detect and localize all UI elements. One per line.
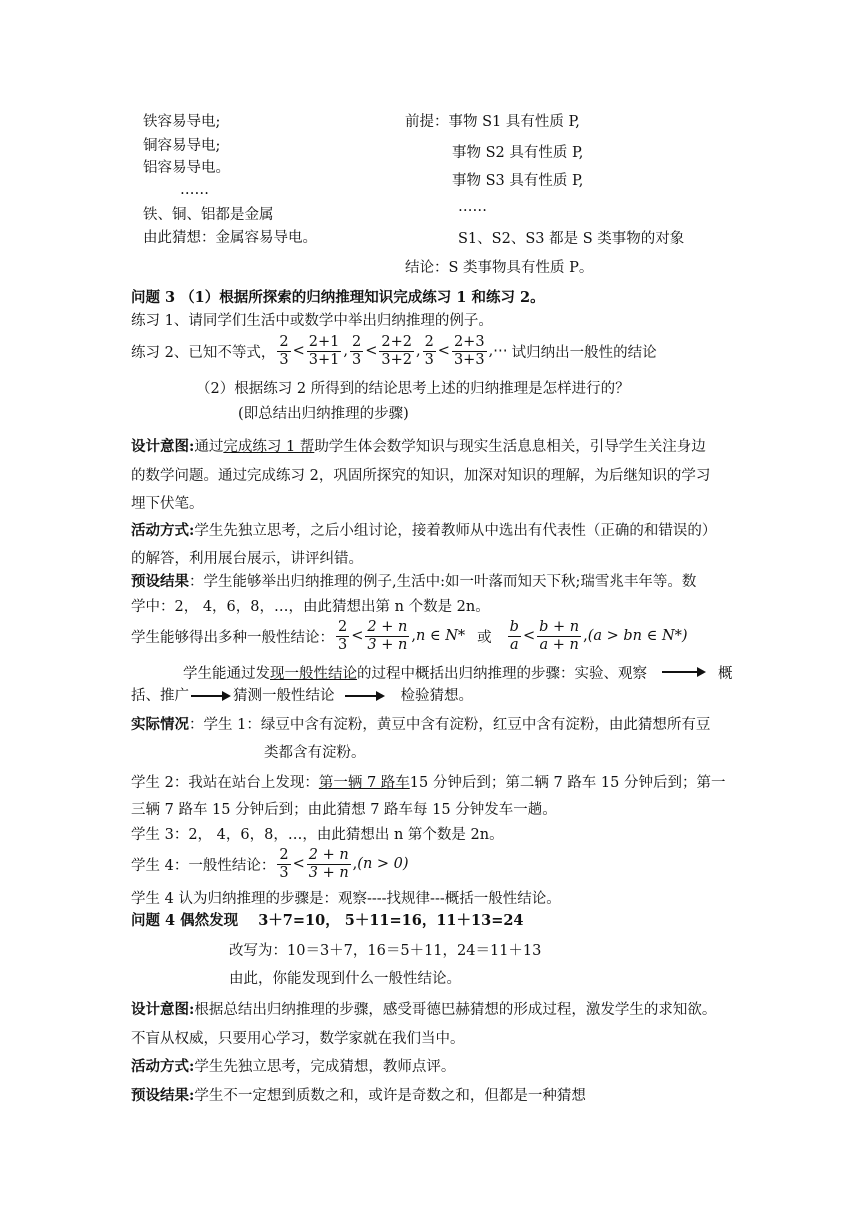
preset-1-line-2: 学中：2， 4，6，8，…，由此猜想出第 n 个数是 2n。 [131, 599, 490, 615]
right-ellipsis: …… [458, 199, 487, 215]
question-3-part-2-note: (即总结出归纳推理的步骤) [238, 406, 409, 422]
condition-n-gt-0: (n > 0) [357, 856, 409, 872]
less-than-sign: < [351, 628, 364, 644]
design-intent-1-line-2: 的数学问题。通过完成练习 2，巩固所探究的知识，加深对知识的理解，为后继知识的学习 [131, 468, 711, 484]
student-2-underlined: 第一辆 7 路车 [318, 775, 410, 791]
actual-line-1 [131, 715, 710, 735]
question-4-prompt: 由此，你能发现到什么一般性结论。 [229, 971, 461, 987]
right-conclusion: 结论：S 类事物具有性质 P。 [405, 260, 594, 276]
left-ellipsis: …… [180, 182, 209, 198]
fraction-2-3: 2 3 [351, 333, 362, 368]
activity-text: 学生先独立思考，完成猜想，教师点评。 [194, 1059, 456, 1075]
design-intent-label: 设计意图: [131, 438, 195, 455]
question-4-title: 问题 4 偶然发现 [131, 912, 239, 929]
student-3: 学生 3：2， 4，6，8，…，由此猜想出 n 第个数是 2n。 [131, 827, 504, 843]
fraction-2n-3n: 2 + n 3 + n [308, 846, 349, 881]
less-than-sign: < [292, 343, 305, 359]
comma: , [488, 343, 494, 359]
design-intent-1-line-1 [131, 437, 706, 457]
comma: , [343, 343, 348, 359]
design-intent-text: 通过 [194, 439, 224, 455]
comma: , [415, 343, 421, 359]
left-premise-3: 铝容易导电。 [143, 160, 230, 176]
exercise-2-line [131, 331, 657, 371]
right-arrow-icon [662, 667, 706, 677]
less-than-sign: < [522, 628, 536, 644]
activity-2-line-1 [131, 1057, 455, 1077]
condition-a-gt-bn: (a > bn ∈ N*) [587, 628, 688, 644]
preset-1-line-1 [131, 572, 696, 592]
student-4-line [131, 844, 409, 884]
student-2-text: 学生 2：我站在站台上发现： [131, 775, 319, 791]
exercise-2-suffix: 试归纳出一般性的结论 [511, 344, 657, 361]
design-intent-1-line-3: 埋下伏笔。 [131, 496, 204, 512]
fraction-2n-3n: 2 + n 3 + n [367, 618, 408, 653]
general-conclusions-prefix: 学生能够得出多种一般性结论： [131, 629, 334, 646]
student-2-line-1 [131, 773, 725, 793]
preset-2-line-1 [131, 1086, 586, 1106]
steps-underlined: 现一般性结论 [270, 666, 357, 682]
right-premise-1: 前提：事物 S1 具有性质 P, [405, 114, 580, 130]
less-than-sign: < [437, 343, 450, 359]
left-premise-2: 铜容易导电; [143, 138, 221, 154]
actual-text: ：学生 1：绿豆中含有淀粉，黄豆中含有淀粉，红豆中含有淀粉，由此猜想所有豆 [189, 717, 711, 733]
fraction-ineq-1: 2+1 3+1 [308, 333, 340, 368]
left-premise-5: 铁、铜、铝都是金属 [143, 207, 274, 223]
steps-line-1 [183, 664, 647, 684]
right-arrow-icon [191, 691, 231, 701]
ellipsis: ⋯ [493, 343, 508, 359]
question-3-part-2: （2）根据练习 2 所得到的结论思考上述的归纳推理是怎样进行的？ [196, 381, 630, 397]
steps-text: 的过程中概括出归纳推理的步骤：实验、观察 [357, 666, 647, 682]
exercise-1: 练习 1、请同学们生活中或数学中举出归纳推理的例子。 [131, 313, 493, 329]
left-conclusion: 由此猜想：金属容易导电。 [143, 230, 317, 246]
preset-label: 预设结果 [131, 573, 189, 590]
activity-label: 活动方式: [131, 1058, 195, 1075]
actual-line-2: 类都含有淀粉。 [264, 745, 366, 761]
preset-label: 预设结果: [131, 1087, 195, 1104]
steps-text: 检验猜想。 [400, 688, 473, 704]
fraction-b-a: b a [509, 618, 519, 653]
fraction-2-3: 2 3 [424, 333, 434, 368]
design-intent-text: 根据总结出归纳推理的步骤，感受哥德巴赫猜想的形成过程，激发学生的求知欲。 [194, 1002, 717, 1018]
left-premise-1: 铁容易导电; [143, 114, 221, 130]
preset-text: 学生不一定想到质数之和，或许是奇数之和，但都是一种猜想 [194, 1088, 586, 1104]
less-than-sign: < [292, 856, 305, 872]
design-intent-text: 助学生体会数学知识与现实生活息息相关，引导学生关注身边 [314, 439, 706, 455]
less-than-sign: < [365, 343, 378, 359]
question-4-line [131, 911, 524, 931]
exercise-2-prefix: 练习 2、已知不等式， [131, 344, 276, 361]
or-word: 或 [477, 629, 492, 646]
fraction-ineq-2: 2+2 3+2 [381, 333, 412, 368]
fraction-2-3: 2 3 [338, 618, 348, 653]
activity-label: 活动方式: [131, 522, 195, 539]
steps-text: 括、推广 [131, 688, 189, 704]
student-4-steps: 学生 4 认为归纳推理的步骤是：观察----找规律---概括一般性结论。 [131, 891, 561, 907]
design-intent-underlined: 完成练习 1 帮 [223, 439, 315, 455]
design-intent-2-line-1 [131, 1000, 716, 1020]
design-intent-2-line-2: 不盲从权威，只要用心学习，数学家就在我们当中。 [131, 1031, 465, 1047]
right-premise-2: 事物 S2 具有性质 P, [452, 145, 584, 161]
steps-text: 猜测一般性结论 [233, 688, 335, 704]
student-4-prefix: 学生 4：一般性结论： [131, 857, 276, 874]
fraction-2-3: 2 3 [279, 846, 289, 881]
activity-1-line-1 [131, 521, 716, 541]
fraction-bn-an: b + n a + n [539, 618, 580, 653]
fraction-2-3: 2 3 [279, 333, 289, 368]
comma: , [352, 856, 358, 872]
right-premise-5: S1、S2、S3 都是 S 类事物的对象 [458, 231, 685, 247]
right-arrow-icon [345, 691, 385, 701]
fraction-ineq-3: 2+3 3+3 [453, 333, 485, 368]
question-4-rewrite: 改写为：10＝3＋7，16＝5＋11，24＝11＋13 [229, 943, 542, 959]
question-4-equations: 3＋7=10， 5＋11=16，11＋13=24 [258, 912, 524, 929]
right-premise-3: 事物 S3 具有性质 P, [452, 173, 584, 189]
n-in-n-star: n ∈ N* [415, 628, 466, 644]
student-2-text: 15 分钟后到；第二辆 7 路车 15 分钟后到；第一 [409, 775, 726, 791]
actual-label: 实际情况 [131, 716, 189, 733]
general-conclusions-line [131, 616, 688, 656]
preset-text: ：学生能够举出归纳推理的例子,生活中:如一叶落而知天下秋;瑞雪兆丰年等。数 [189, 574, 697, 590]
steps-char: 概 [718, 666, 733, 682]
steps-text: 学生能通过发 [183, 666, 270, 682]
comma: , [411, 628, 416, 644]
comma: , [583, 628, 588, 644]
steps-line-2 [131, 686, 473, 706]
question-3-title: 问题 3 （1）根据所探索的归纳推理知识完成练习 1 和练习 2。 [131, 289, 545, 306]
design-intent-label: 设计意图: [131, 1001, 195, 1018]
student-2-line-2: 三辆 7 路车 15 分钟后到；由此猜想 7 路车每 15 分钟发车一趟。 [131, 802, 557, 818]
activity-text: 学生先独立思考，之后小组讨论，接着教师从中选出有代表性（正确的和错误的） [194, 523, 717, 539]
activity-1-line-2: 的解答，利用展台展示，讲评纠错。 [131, 551, 363, 567]
